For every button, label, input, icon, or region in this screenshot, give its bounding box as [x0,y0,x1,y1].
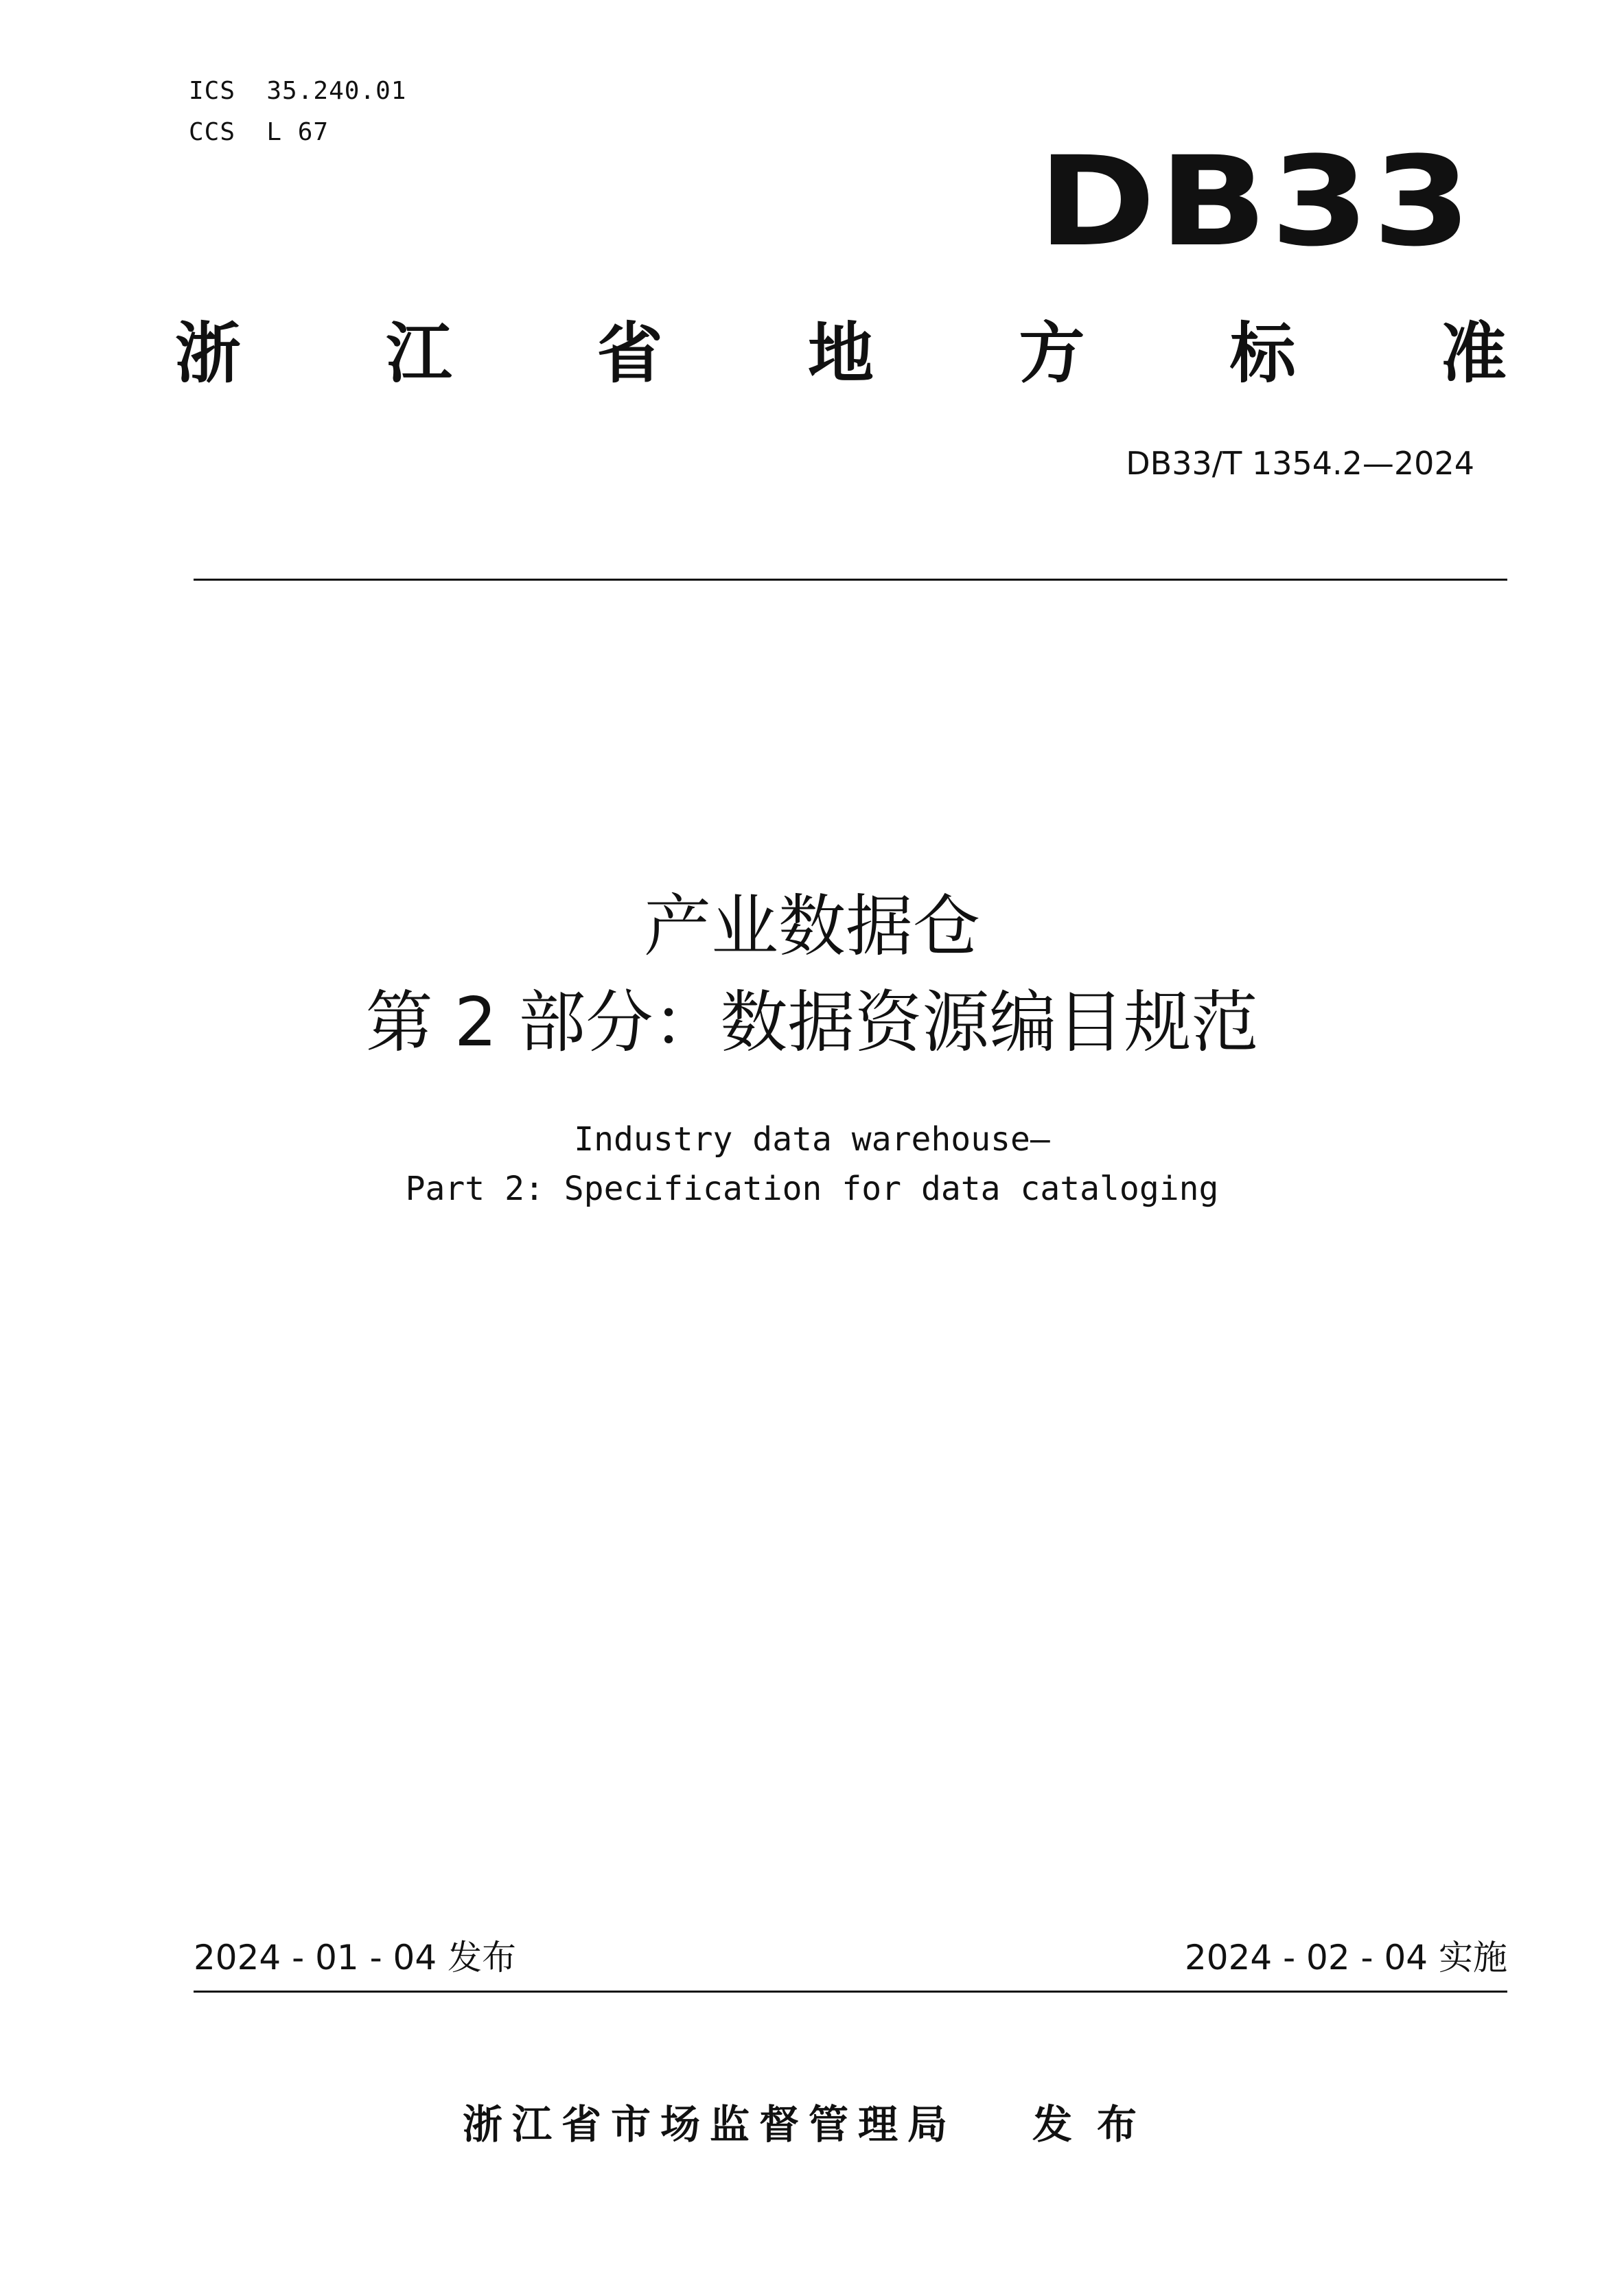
issuer-action: 发布 [1032,2101,1162,2148]
db33-logo: DB33 [1037,130,1474,274]
standard-code: DB33/T 1354.2—2024 [1126,445,1474,482]
issuer-name: 浙江省市场监督管理局 [462,2101,957,2148]
standard-type-char: 标 [1229,315,1296,392]
standard-type-char: 浙 [175,315,241,392]
issuer-line [0,2097,1624,2152]
implementation-date: 2024 - 02 - 04 实施 [1184,1938,1507,1978]
standard-type-heading [175,312,1507,395]
title-chinese-line-1: 产业数据仓 [643,888,980,966]
title-english-line-1: Industry data warehouse— [574,1120,1050,1159]
ics-code: ICS 35.240.01 [189,77,407,105]
standard-type-char: 省 [596,315,663,392]
issue-date: 2024 - 01 - 04 发布 [194,1938,517,1978]
title-chinese-line-2: 第 2 部分：数据资源编目规范 [365,984,1259,1062]
bottom-divider [194,1991,1507,1993]
title-english-line-2: Part 2: Specification for data cataloging [405,1170,1219,1208]
standard-type-char: 方 [1019,315,1085,392]
standard-type-char: 地 [807,315,874,392]
standard-type-char: 江 [386,315,452,392]
top-divider [194,579,1507,581]
standard-type-char: 准 [1440,315,1507,392]
ccs-code: CCS L 67 [189,118,329,146]
